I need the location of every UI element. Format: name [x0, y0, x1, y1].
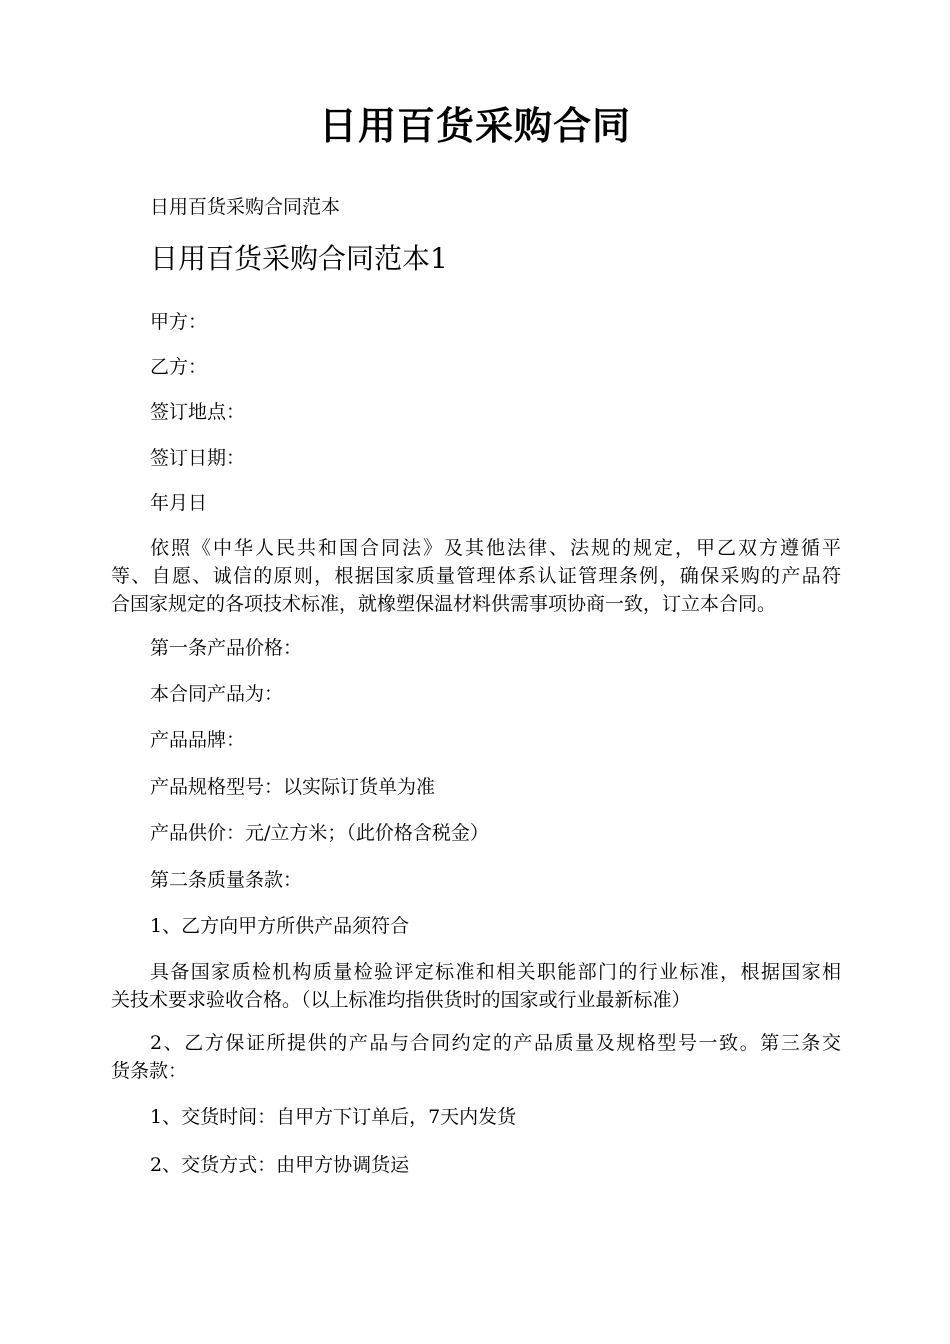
- article1-brand: 产品品牌：: [150, 729, 246, 751]
- article2-item1: 1、乙方向甲方所供产品须符合: [150, 915, 410, 937]
- article1-spec: 产品规格型号：以实际订货单为准: [150, 776, 436, 798]
- item2-line: 2、乙方保证所提供的产品与合同约定的产品质量及规格型号一致。第三条交: [150, 1032, 841, 1054]
- article2-item2-paragraph: [111, 1029, 841, 1085]
- document-subtitle: 日用百货采购合同范本: [150, 196, 341, 218]
- article1-price: 产品供价：元/立方米；（此价格含税金）: [150, 822, 489, 844]
- party-a-field: 甲方：: [150, 311, 208, 333]
- standard-line: 具备国家质检机构质量检验评定标准和相关职能部门的行业标准，根据国家相: [150, 961, 841, 983]
- sign-date-field: 签订日期：: [150, 447, 246, 469]
- standard-paragraph: [111, 958, 841, 1014]
- intro-line: 依照《中华人民共和国合同法》及其他法律、法规的规定，甲乙双方遵循平: [150, 537, 841, 559]
- article3-delivery-time: 1、交货时间：自甲方下订单后，7天内发货: [150, 1106, 517, 1128]
- sign-place-field: 签订地点：: [150, 401, 246, 423]
- standard-line: 关技术要求验收合格。（以上标准均指供货时的国家或行业最新标准）: [111, 989, 691, 1011]
- article3-delivery-method: 2、交货方式：由甲方协调货运: [150, 1154, 410, 1176]
- intro-paragraph: [111, 534, 841, 618]
- intro-line: 合国家规定的各项技术标准，就橡塑保温材料供需事项协商一致，订立本合同。: [111, 593, 777, 615]
- intro-line: 等、自愿、诚信的原则，根据国家质量管理体系认证管理条例，确保采购的产品符: [111, 565, 841, 587]
- item2-line: 货条款：: [111, 1060, 188, 1082]
- article1-heading: 第一条产品价格：: [150, 637, 303, 659]
- article2-heading: 第二条质量条款：: [150, 869, 303, 891]
- section-heading: 日用百货采购合同范本1: [150, 242, 448, 275]
- party-b-field: 乙方：: [150, 356, 208, 378]
- article1-product: 本合同产品为：: [150, 683, 284, 705]
- date-ymd-field: 年月日: [150, 492, 208, 514]
- document-title: 日用百货采购合同: [318, 104, 631, 148]
